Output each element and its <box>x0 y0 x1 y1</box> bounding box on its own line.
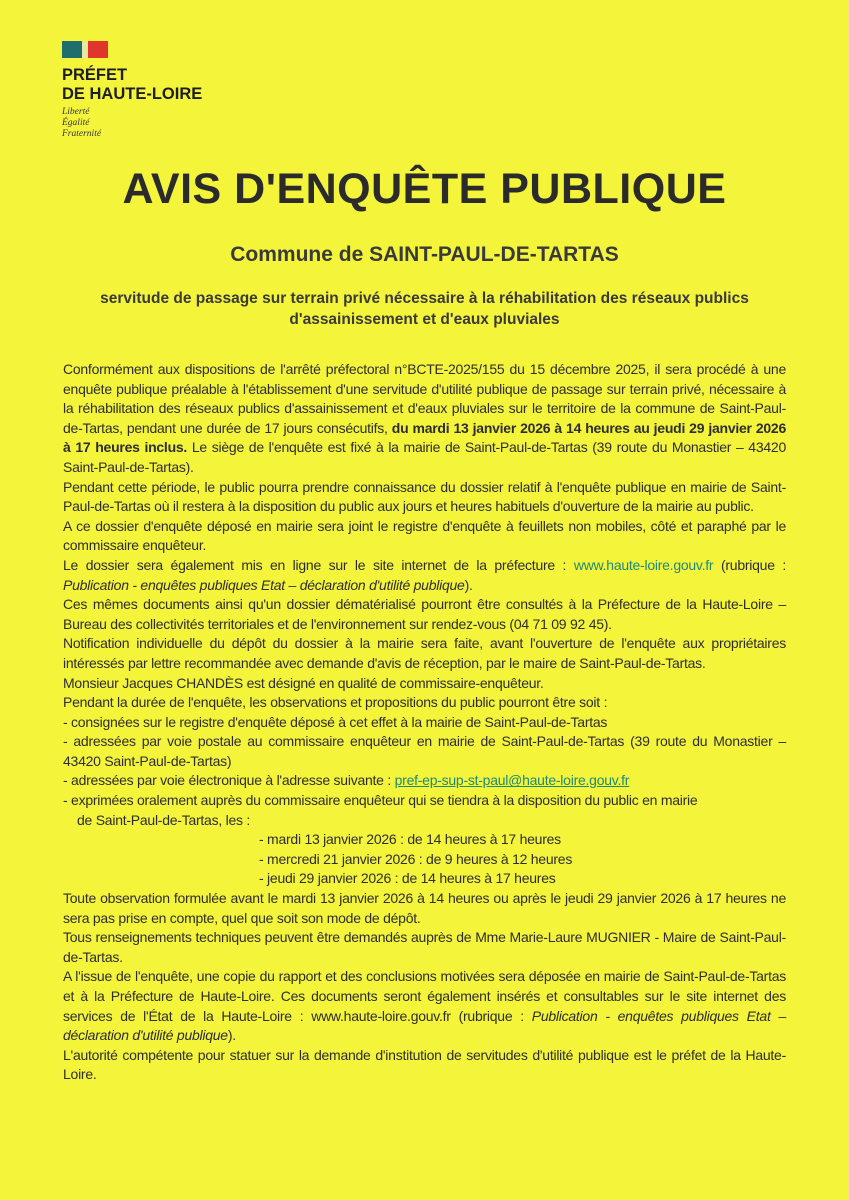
text: Conformément aux dispositions de l'arrêté préfectoral n°BCTE-2025/155 du 15 décembre 2025, il sera procédé à une enquête publique préalable à l'établissement d'une servitude d'utilité publique de passage sur terrain privé, nécessaire à la réhabilitation des réseaux publics d'assainissement et d'eaux pluviales sur le territoire de la commune de Saint-Paul-de-Tartas, pendant une durée de 17 jours consécutifs, <box>63 361 786 436</box>
motto <box>62 107 202 140</box>
prefect-line1: PRÉFET <box>62 66 128 84</box>
paragraph: Tous renseignements techniques peuvent être demandés auprès de Mme Marie-Laure MUGNIER - Maire de Saint-Paul-de-Tartas. <box>63 929 786 965</box>
text: ). <box>464 576 473 593</box>
marianne-flag-icon <box>62 41 108 58</box>
subtitle: Commune de SAINT-PAUL-DE-TARTAS <box>230 243 619 266</box>
notice-body <box>63 360 786 1085</box>
subject: servitude de passage sur terrain privé nécessaire à la réhabilitation des réseaux publics d'assainissement et d'eaux pluviales <box>100 290 749 328</box>
list-item: - adressées par voie postale au commissaire enquêteur en mairie de Saint-Paul-de-Tartas (39 route du Monastier – 43420 Saint-Paul-de-Tartas) <box>63 733 786 769</box>
dates-bold: du mardi 13 janvier 2026 à 14 heures au jeudi 29 janvier 2026 à 17 heures inclus. <box>63 419 786 456</box>
motto-line: Liberté <box>62 107 90 117</box>
motto-line: Égalité <box>62 118 90 128</box>
email-link[interactable]: pref-ep-sup-st-paul@haute-loire.gouv.fr <box>394 772 630 789</box>
prefect-name <box>62 66 202 104</box>
text: Le dossier sera également mis en ligne sur le site internet de la préfecture : <box>63 556 574 573</box>
paragraph <box>63 967 786 1045</box>
paragraph: Monsieur Jacques CHANDÈS est désigné en qualité de commissaire-enquêteur. <box>63 674 544 691</box>
paragraph <box>63 360 786 478</box>
permanence-slot: - mercredi 21 janvier 2026 : de 9 heures à 12 heures <box>259 850 573 867</box>
paragraph: L'autorité compétente pour statuer sur la demande d'institution de servitudes d'utilité publique est le préfet de la Haute-Loire. <box>63 1046 786 1083</box>
motto-line: Fraternité <box>62 129 102 139</box>
text: A l'issue de l'enquête, une copie du rapport et des conclusions motivées sera déposée en mairie de Saint-Paul-de-Tartas et à la Préfecture de Haute-Loire. Ces documents seront également insérés et consultables sur le site internet des services de l'État de la Haute-Loire : www.haute-loire.gouv.fr (rubrique : <box>63 968 786 1024</box>
list-item <box>63 771 786 791</box>
permanence-slot: - mardi 13 janvier 2026 : de 14 heures à 17 heures <box>259 831 561 848</box>
text: (rubrique : <box>713 556 786 573</box>
list-item: - exprimées oralement auprès du commissaire enquêteur qui se tiendra à la disposition du public en mairie <box>63 792 698 809</box>
paragraph: A ce dossier d'enquête déposé en mairie sera joint le registre d'enquête à feuillets non mobiles, côté et paraphé par le commissaire enquêteur. <box>63 517 786 554</box>
text: - adressées par voie électronique à l'adresse suivante : <box>63 772 395 789</box>
prefecture-website-link[interactable]: www.haute-loire.gouv.fr <box>573 556 714 573</box>
rubrique: Publication - enquêtes publiques Etat – déclaration d'utilité publique <box>63 576 465 593</box>
paragraph: Toute observation formulée avant le mardi 13 janvier 2026 à 14 heures ou après le jeudi 29 janvier 2026 à 17 heures ne sera pas prise en compte, quel que soit son mode de dépôt. <box>63 890 786 926</box>
prefecture-logo <box>62 41 202 140</box>
list-item-continued: de Saint-Paul-de-Tartas, les : <box>77 811 251 828</box>
permanence-slot: - jeudi 29 janvier 2026 : de 14 heures à 17 heures <box>259 870 556 887</box>
paragraph: Notification individuelle du dépôt du dossier à la mairie sera faite, avant l'ouverture de l'enquête aux propriétaires intéressés par lettre recommandée avec demande d'avis de réception, par le maire de Saint-Paul-de-Tartas. <box>63 635 786 671</box>
page-title: AVIS D'ENQUÊTE PUBLIQUE <box>122 165 727 213</box>
paragraph: Pendant la durée de l'enquête, les observations et propositions du public pourront être soit : <box>63 694 608 711</box>
rubrique: Publication - enquêtes publiques Etat – déclaration d'utilité publique <box>63 1007 786 1044</box>
paragraph: Ces mêmes documents ainsi qu'un dossier dématérialisé pourront être consultés à la Préfecture de la Haute-Loire – Bureau des collectivités territoriales et de l'environnement sur rendez-vous (04 71 09 92 45). <box>63 596 786 632</box>
paragraph <box>63 556 786 595</box>
text: ). <box>227 1027 236 1044</box>
list-item: - consignées sur le registre d'enquête déposé à cet effet à la mairie de Saint-Paul-de-Tartas <box>63 713 608 730</box>
text: Le siège de l'enquête est fixé à la mairie de Saint-Paul-de-Tartas (39 route du Monastier – 43420 Saint-Paul-de-Tartas). <box>63 439 786 475</box>
prefect-line2: DE HAUTE-LOIRE <box>62 85 203 103</box>
paragraph: Pendant cette période, le public pourra prendre connaissance du dossier relatif à l'enquête publique en mairie de Saint-Paul-de-Tartas où il restera à la disposition du public aux jours et heures habituels d'ouverture de la mairie au public. <box>63 478 786 515</box>
